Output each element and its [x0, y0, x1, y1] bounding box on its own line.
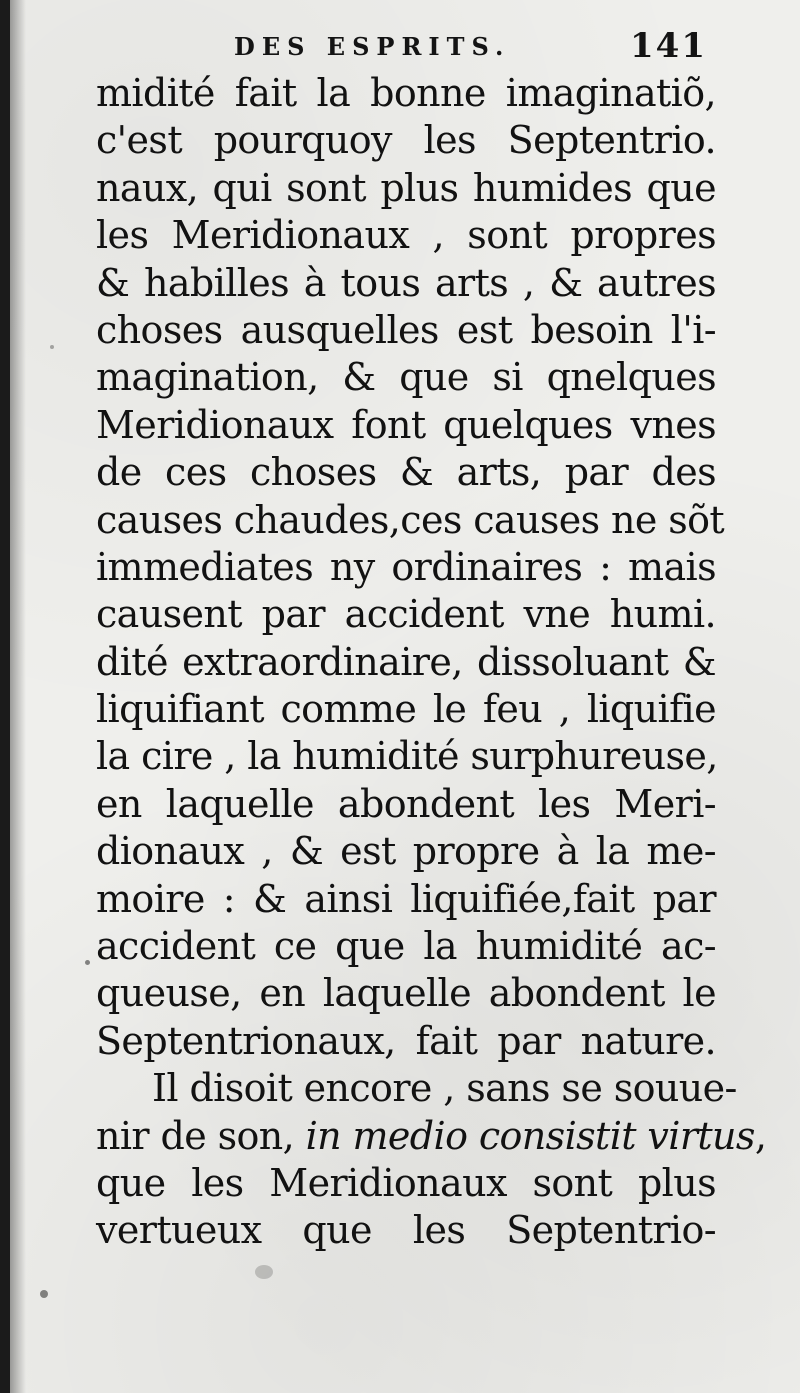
running-head-title: DES ESPRITS.	[234, 32, 511, 61]
text-line: dionaux , & est propre à la me-	[96, 829, 716, 874]
text-line: naux, qui sont plus humides que	[96, 165, 716, 210]
book-page	[10, 0, 800, 1393]
text-line: les Meridionaux , sont propres	[96, 213, 716, 258]
text-line: choses ausquelles est besoin l'i-	[96, 307, 716, 352]
text-line: causent par accident vne humi.	[96, 592, 716, 637]
text-line: Il disoit encore , sans se souue-	[152, 1066, 737, 1111]
text-line: Meridionaux font quelques vnes	[96, 402, 716, 447]
text-fragment: nir de son,	[96, 1113, 306, 1158]
text-line: Septentrionaux, fait par nature.	[96, 1018, 716, 1063]
binding-shadow	[10, 0, 26, 1393]
text-line: queuse, en laquelle abondent le	[96, 971, 716, 1016]
text-line: c'est pourquoy les Septentrio.	[96, 118, 716, 163]
text-line: vertueux que les Septentrio-	[96, 1208, 716, 1253]
text-line: dité extraordinaire, dissoluant &	[96, 639, 716, 684]
text-line: causes chaudes,ces causes ne sõt	[96, 497, 725, 542]
text-line: que les Meridionaux sont plus	[96, 1160, 716, 1205]
text-line: de ces choses & arts, par des	[96, 450, 716, 495]
text-line: magination, & que si qnelques	[96, 355, 716, 400]
text-fragment: ,	[754, 1113, 767, 1158]
paper-speck	[85, 960, 90, 965]
paper-speck	[50, 345, 54, 349]
paper-speck	[255, 1265, 273, 1279]
text-line: en laquelle abondent les Meri-	[96, 781, 716, 826]
text-line: liquifiant comme le feu , liquifie	[96, 687, 716, 732]
text-line: & habilles à tous arts , & autres	[96, 260, 716, 305]
text-line: la cire , la humidité surphureuse,	[96, 734, 718, 779]
latin-quote: in medio consistit virtus	[305, 1113, 755, 1158]
text-line: midité fait la bonne imaginatiõ,	[96, 71, 716, 115]
page-number: 141	[630, 26, 707, 66]
body-text	[96, 70, 767, 1255]
text-line-with-latin	[96, 1113, 767, 1160]
text-line: moire : & ainsi liquifiée,fait par	[96, 876, 716, 921]
paper-speck	[40, 1290, 48, 1298]
text-line: accident ce que la humidité ac-	[96, 924, 716, 969]
text-line: immediates ny ordinaires : mais	[96, 544, 716, 589]
running-head	[10, 28, 800, 68]
